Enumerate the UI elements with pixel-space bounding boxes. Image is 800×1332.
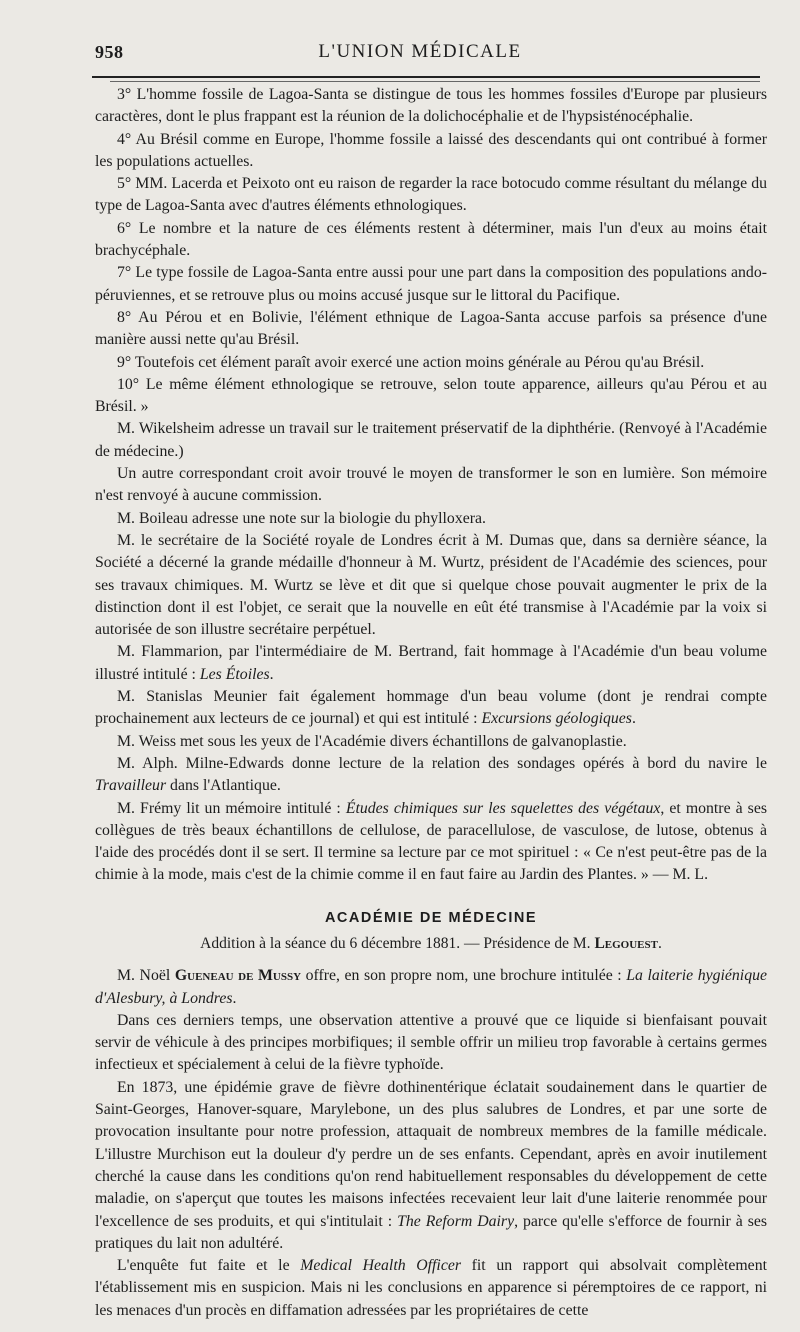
paragraph-epidemie <box>95 1077 767 1255</box>
page-number: 958 <box>95 42 124 62</box>
paragraph-wikelsheim: M. Wikelsheim adresse un travail sur le traitement préservatif de la diphthérie. (Renvoyé à l'Académie de médecine.) <box>95 420 767 460</box>
paragraph-flammarion <box>95 641 767 686</box>
section-heading: ACADÉMIE DE MÉDECINE <box>324 909 538 926</box>
conclusion-5: 5° MM. Lacerda et Peixoto ont eu raison de regarder la race botocudo comme résultant du mélange du type de Lagoa-Santa avec d'autres éléments ethnologiques. <box>95 175 767 215</box>
epidemie-text: En 1873, une épidémie grave de fièvre dothinentérique éclatait soudainement dans le quartier de Saint-Georges, Hanover-square, Marylebone, un des plus salubres de Londres, et par une sorte de provocation insultante pour notre profession, attaquait de nombreux membres de la famille médicale. L'illustre Murchison eut la douleur d'y perdre un de ses enfants. Cependant, après en avoir inutilement cherché la cause dans les conditions qu'on rend habituellement responsables du développement de cette maladie, on s'aperçut que toutes les maisons infectées recevaient leur lait d'une laiterie renommée pour l'excellence de ses produits, et qui s'intitulait : <box>95 1078 767 1230</box>
paragraph-gueneau <box>95 965 767 1010</box>
paragraph-correspondant: Un autre correspondant croit avoir trouvé le moyen de transformer le son en lumière. Son mémoire n'est renvoyé à aucune commission. <box>95 465 767 505</box>
milne-text: M. Alph. Milne-Edwards donne lecture de la relation des sondages opérés à bord du navire le <box>117 754 767 772</box>
fremy-memoir-title: Études chimiques sur les squelettes des végétaux <box>345 799 661 817</box>
flammarion-text: M. Flammarion, par l'intermédiaire de M. Bertrand, fait hommage à l'Académie d'un beau volume illustré intitulé : <box>95 643 767 683</box>
enquete-end: fit un rapport qui absolvait complètement l'établissement mis en suspicion. Mais ni les conclusions en apparence si péremptoires de ce rapport, ni les menaces d'un procès en diffamation adressées par les propriétaires de cette <box>95 1257 767 1319</box>
brochure-title: La laiterie hygiénique d'Alesbury, à Londres <box>95 967 768 1007</box>
flammarion-end: . <box>269 665 274 683</box>
conclusion-6: 6° Le nombre et la nature de ces éléments restent à déterminer, mais l'un d'eux au moins était brachycéphale. <box>95 219 767 260</box>
meunier-end: . <box>631 710 636 728</box>
session-line <box>95 933 767 955</box>
header-rule-thin <box>110 81 760 82</box>
gueneau-end: . <box>232 989 237 1007</box>
paragraph-boileau: M. Boileau adresse une note sur la biologie du phylloxera. <box>117 509 486 527</box>
dairy-name: The Reform Dairy <box>397 1212 515 1230</box>
fremy-end: , et montre à ses collègues de très beaux échantillons de cellulose, de paracellulose, de vasculose, de lutose, obtenus à l'aide des procédés dont il se sert. Il termine sa lecture par ce mot spirituel : « Ce n'est peut-être pas de la chimie à la mode, mais c'est de la chimie comme il en faut faire au Jardin des Plantes. » — M. L. <box>95 799 767 884</box>
milne-end: dans l'Atlantique. <box>166 777 281 795</box>
meunier-book-title: Excursions géologiques <box>481 710 632 728</box>
officer-title: Medical Health Officer <box>300 1257 461 1275</box>
conclusion-4: 4° Au Brésil comme en Europe, l'homme fossile a laissé des descendants qui ont contribué à former les populations actuelles. <box>95 130 767 170</box>
session-end: . <box>657 934 662 952</box>
body-text <box>95 84 767 1322</box>
header-rule <box>92 76 760 78</box>
paragraph-weiss: M. Weiss met sous les yeux de l'Académie divers échantillons de galvanoplastie. <box>117 732 627 750</box>
conclusion-7: 7° Le type fossile de Lagoa-Santa entre aussi pour une part dans la composition des populations ando-péruviennes, et se retrouve plus ou moins accusé jusque sur le littoral du Pacifique. <box>95 264 767 304</box>
gueneau-prefix: M. Noël <box>117 967 175 985</box>
session-text: Addition à la séance du 6 décembre 1881. — Présidence de M. <box>200 934 595 952</box>
ship-name: Travailleur <box>95 777 167 795</box>
meunier-text: M. Stanislas Meunier fait également hommage d'un beau volume (dont je rendrai compte prochainement aux lecteurs de ce journal) et qui est intitulé : <box>95 688 767 728</box>
running-title: L'UNION MÉDICALE <box>318 41 522 62</box>
gueneau-name: Gueneau de Mussy <box>174 967 302 985</box>
conclusion-8: 8° Au Pérou et en Bolivie, l'élément ethnique de Lagoa-Santa accuse parfois sa présence d'une manière aussi nette qu'au Brésil. <box>95 308 767 349</box>
fremy-text: M. Frémy lit un mémoire intitulé : <box>117 799 346 817</box>
paragraph-dumas: M. le secrétaire de la Société royale de Londres écrit à M. Dumas que, dans sa dernière séance, la Société a décerné la grande médaille d'honneur à M. Wurtz, président de l'Académie des sciences, pour ses travaux chimiques. M. Wurtz se lève et dit que si quelque chose pouvait augmenter le prix de la distinction dont il est l'objet, ce serait que la nouvelle en eût été transmise à l'Académie par la voix si autorisée de son illustre secrétaire perpétuel. <box>95 531 767 639</box>
president-name: Legouest <box>594 934 658 952</box>
conclusion-9: 9° Toutefois cet élément paraît avoir exercé une action moins générale au Pérou qu'au Brésil. <box>117 353 705 371</box>
paragraph-fremy <box>95 798 767 887</box>
page-header <box>0 38 800 68</box>
enquete-text: L'enquête fut faite et le <box>117 1257 301 1275</box>
conclusion-10: 10° Le même élément ethnologique se retrouve, selon toute apparence, ailleurs qu'au Pérou et au Brésil. » <box>95 375 767 416</box>
flammarion-book-title: Les Étoiles <box>199 665 270 683</box>
paragraph-enquete <box>95 1255 767 1322</box>
epidemie-end: , parce qu'elle s'efforce de fournir à ses pratiques du lait non adultéré. <box>95 1212 767 1252</box>
paragraph-milne-edwards <box>95 753 767 798</box>
conclusion-3: 3° L'homme fossile de Lagoa-Santa se distingue de tous les hommes fossiles d'Europe par plusieurs caractères, dont le plus frappant est la réunion de la dolichocéphalie et de l'hypsisténocéphalie. <box>95 86 767 126</box>
paragraph-observation: Dans ces derniers temps, une observation attentive a prouvé que ce liquide si bienfaisant pouvait servir de véhicule à des principes morbifiques; il semble offrir un milieu trop favorable à certains germes infectieux et spécialement à celui de la fièvre typhoïde. <box>95 1011 767 1074</box>
paragraph-meunier <box>95 686 767 731</box>
gueneau-text: offre, en son propre nom, une brochure intitulée : <box>301 967 627 985</box>
